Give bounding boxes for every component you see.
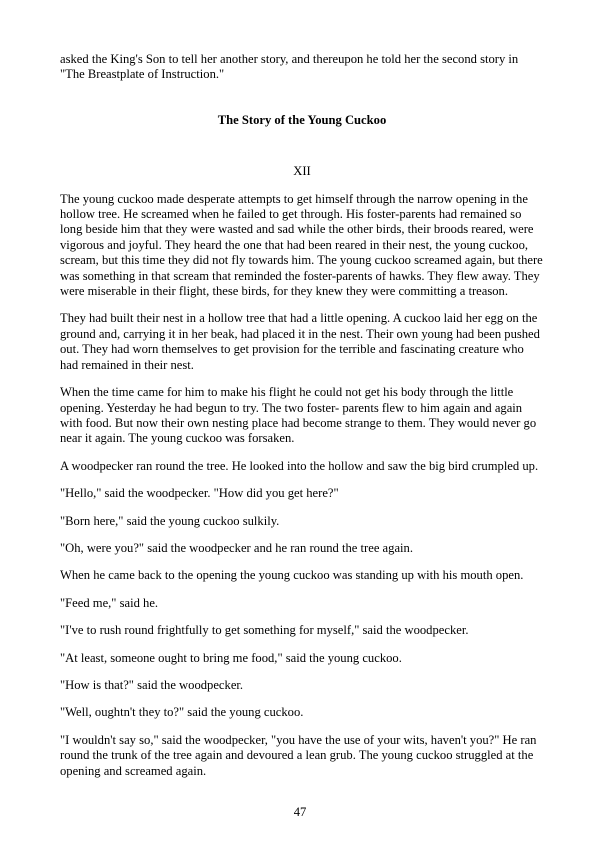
paragraph-2: They had built their nest in a hollow tree that had a little opening. A cuckoo laid her egg on the ground and, carrying it in her beak, had placed it in the nest. Their own young had been pushed out. They had worn themselves to get provision for the terrible and fascinating creature who had remained in their nest.	[60, 311, 540, 372]
paragraph-1: The young cuckoo made desperate attempts to get himself through the narrow opening in the hollow tree. He screamed when he failed to get through. His foster-parents had remained so long beside him that they were wasted and sad while the other birds, their broods reared, were vigorous and joyful. They heard the one that had been reared in their nest, the young cuckoo, scream, but this time they did not fly towards him. The young cuckoo screamed again, but there was something in that scream that reminded the foster-parents of hawks. They flew away. They were miserable in their flight, these birds, for they knew they were committing a treason.	[60, 191, 543, 299]
page-number: 47	[293, 805, 307, 819]
paragraph-9: "Feed me," said he.	[60, 595, 159, 610]
paragraph-13: "Well, oughtn't they to?" said the young cuckoo.	[60, 705, 304, 720]
page-body	[60, 52, 544, 791]
paragraph-12: "How is that?" said the woodpecker.	[60, 677, 244, 692]
paragraph-14: "I wouldn't say so," said the woodpecker, "you have the use of your wits, haven't you?" He ran round the trunk of the tree again and devoured a lean grub. The young cuckoo struggled at the opening and screamed again.	[60, 732, 537, 778]
paragraph-4: A woodpecker ran round the tree. He looked into the hollow and saw the big bird crumpled up.	[60, 458, 539, 473]
paragraph-11: "At least, someone ought to bring me food," said the young cuckoo.	[60, 650, 402, 665]
paragraph-6: "Born here," said the young cuckoo sulkily.	[60, 513, 280, 528]
paragraph-5: "Hello," said the woodpecker. "How did you get here?"	[60, 486, 339, 501]
paragraph-3: When the time came for him to make his flight he could not get his body through the little opening. Yesterday he had begun to try. The two foster- parents flew to him again and again with food. But now their own nesting place had become strange to them. They would never go near it again. The young cuckoo was forsaken.	[60, 385, 537, 446]
intro-paragraph: asked the King's Son to tell her another story, and thereupon he told her the second story in "The Breastplate of Instruction."	[60, 52, 519, 82]
story-title: The Story of the Young Cuckoo	[217, 112, 387, 127]
paragraph-7: "Oh, were you?" said the woodpecker and he ran round the tree again.	[60, 540, 413, 555]
chapter-heading: XII	[293, 164, 311, 179]
paragraph-10: "I've to rush round frightfully to get something for myself," said the woodpecker.	[60, 623, 469, 638]
paragraph-8: When he came back to the opening the young cuckoo was standing up with his mouth open.	[60, 568, 524, 583]
